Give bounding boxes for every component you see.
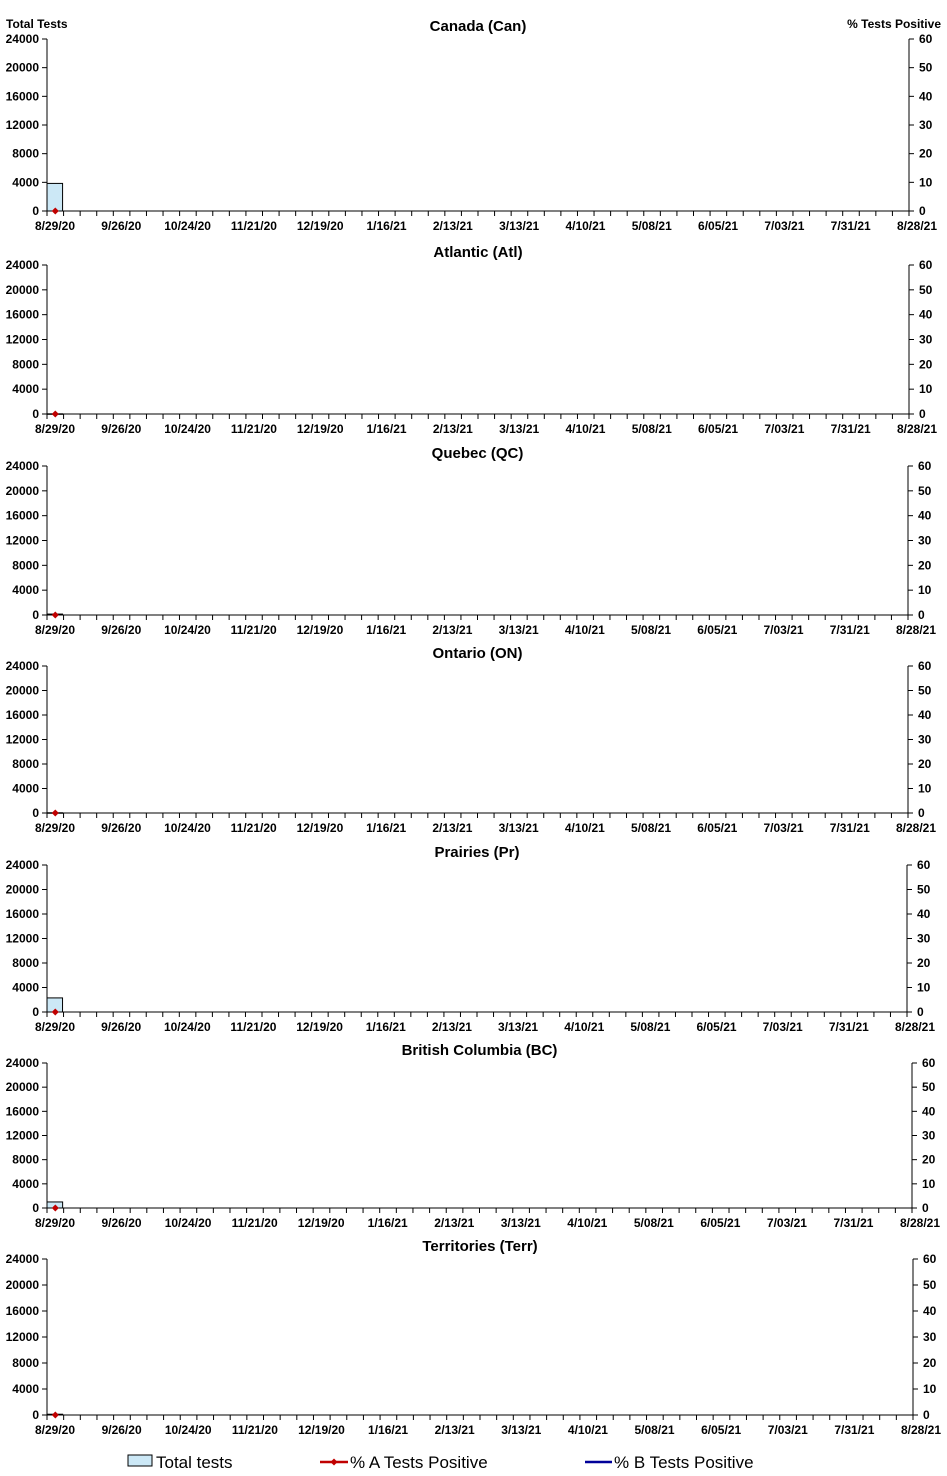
x-tick-label: 7/31/21 <box>834 1423 875 1437</box>
left-y-tick-label: 4000 <box>12 382 39 397</box>
left-y-tick-label: 20000 <box>5 1080 39 1095</box>
right-y-tick-label: 10 <box>919 382 933 397</box>
x-tick-label: 9/26/20 <box>101 821 142 835</box>
x-tick-label: 9/26/20 <box>101 1216 142 1230</box>
x-tick-label: 6/05/21 <box>700 1216 741 1230</box>
right-y-tick-label: 40 <box>922 1104 936 1119</box>
right-y-tick-label: 40 <box>918 708 932 722</box>
right-y-tick-label: 30 <box>919 118 933 132</box>
left-y-tick-label: 8000 <box>12 357 39 372</box>
right-y-tick-label: 40 <box>919 89 933 104</box>
left-y-tick-label: 12000 <box>5 332 39 347</box>
x-tick-label: 8/29/20 <box>34 422 76 436</box>
x-tick-label: 12/19/20 <box>296 821 344 835</box>
left-y-tick-label: 24000 <box>5 459 39 473</box>
x-tick-label: 3/13/21 <box>499 422 540 436</box>
legend-swatch-total-tests <box>128 1455 152 1466</box>
left-y-tick-label: 12000 <box>5 732 39 747</box>
x-tick-label: 8/28/21 <box>894 1020 936 1034</box>
right-y-tick-label: 50 <box>918 683 932 698</box>
chart-panel-7 <box>6 1238 942 1437</box>
left-y-tick-label: 20000 <box>5 483 39 498</box>
x-tick-label: 4/10/21 <box>565 219 606 233</box>
x-tick-label: 4/10/21 <box>567 1216 608 1230</box>
x-tick-label: 8/29/20 <box>34 623 76 637</box>
x-tick-label: 11/21/20 <box>231 1216 278 1230</box>
left-y-tick-label: 8000 <box>12 146 39 161</box>
right-y-tick-label: 20 <box>919 146 933 161</box>
left-y-tick-label: 16000 <box>5 89 39 104</box>
x-tick-label: 7/03/21 <box>763 821 804 835</box>
right-y-tick-label: 50 <box>918 483 932 498</box>
x-tick-label: 6/05/21 <box>696 1020 737 1034</box>
right-y-tick-label: 30 <box>919 332 933 347</box>
chart-panel-4 <box>6 645 937 835</box>
right-y-tick-label: 30 <box>918 732 932 747</box>
point-pct-a-positive <box>52 809 59 816</box>
x-tick-label: 9/26/20 <box>101 1423 142 1437</box>
x-tick-label: 6/05/21 <box>697 623 738 637</box>
left-y-tick-label: 0 <box>32 204 39 218</box>
x-tick-label: 5/08/21 <box>631 422 672 436</box>
x-tick-label: 9/26/20 <box>101 422 142 436</box>
x-tick-label: 3/13/21 <box>498 1020 539 1034</box>
right-y-tick-label: 10 <box>918 781 932 796</box>
legend-label-pct-a: % A Tests Positive <box>350 1453 488 1472</box>
x-tick-label: 2/13/21 <box>432 422 473 436</box>
x-tick-label: 4/10/21 <box>564 821 605 835</box>
left-y-tick-label: 4000 <box>12 1176 39 1191</box>
x-tick-label: 3/13/21 <box>499 219 540 233</box>
left-y-tick-label: 16000 <box>5 1104 39 1119</box>
chart-title: Prairies (Pr) <box>434 844 520 861</box>
x-tick-label: 1/16/21 <box>365 1020 406 1034</box>
left-y-tick-label: 20000 <box>5 1278 39 1292</box>
chart-title: Territories (Terr) <box>422 1238 538 1255</box>
left-y-tick-label: 0 <box>32 806 39 820</box>
right-y-tick-label: 50 <box>917 882 931 897</box>
x-tick-label: 7/03/21 <box>762 1020 803 1034</box>
right-y-tick-label: 30 <box>917 931 931 946</box>
x-tick-label: 2/13/21 <box>434 1423 475 1437</box>
left-y-tick-label: 20000 <box>5 683 39 698</box>
right-y-tick-label: 50 <box>919 282 933 297</box>
right-y-tick-label: 20 <box>917 956 931 970</box>
x-tick-label: 1/16/21 <box>366 821 407 835</box>
left-y-tick-label: 12000 <box>5 931 39 946</box>
x-tick-label: 3/13/21 <box>498 623 539 637</box>
right-y-tick-label: 0 <box>922 1201 929 1215</box>
x-tick-label: 4/10/21 <box>564 1020 605 1034</box>
x-tick-label: 8/28/21 <box>899 1216 941 1230</box>
x-tick-label: 7/31/21 <box>828 1020 869 1034</box>
chart-panel-6 <box>6 1042 941 1230</box>
x-tick-label: 8/28/21 <box>895 821 937 835</box>
right-y-tick-label: 20 <box>918 558 932 573</box>
x-tick-label: 10/24/20 <box>164 821 211 835</box>
x-tick-label: 2/13/21 <box>432 623 473 637</box>
right-y-tick-label: 10 <box>917 980 931 995</box>
x-tick-label: 8/28/21 <box>895 623 937 637</box>
x-tick-label: 1/16/21 <box>366 422 407 436</box>
x-tick-label: 12/19/20 <box>296 219 344 233</box>
left-y-tick-label: 8000 <box>12 1356 39 1370</box>
right-y-tick-label: 60 <box>919 258 933 272</box>
x-tick-label: 11/21/20 <box>230 821 277 835</box>
x-tick-label: 7/31/21 <box>829 821 870 835</box>
x-tick-label: 8/28/21 <box>900 1423 942 1437</box>
x-tick-label: 12/19/20 <box>298 1423 345 1437</box>
x-tick-label: 11/21/20 <box>230 422 277 436</box>
right-y-tick-label: 10 <box>923 1382 937 1396</box>
right-y-tick-label: 60 <box>923 1252 937 1266</box>
chart-panel-2 <box>6 244 938 436</box>
left-y-tick-label: 12000 <box>5 118 39 132</box>
x-tick-label: 6/05/21 <box>698 422 739 436</box>
x-tick-label: 8/28/21 <box>896 219 938 233</box>
left-y-tick-label: 16000 <box>5 307 39 322</box>
left-y-tick-label: 0 <box>32 1408 39 1422</box>
right-y-tick-label: 50 <box>919 60 933 75</box>
left-y-tick-label: 4000 <box>12 175 39 190</box>
point-pct-a-positive <box>52 1411 59 1418</box>
right-axis-label: % Tests Positive <box>847 17 941 31</box>
left-y-tick-label: 4000 <box>12 583 39 598</box>
x-tick-label: 8/29/20 <box>34 219 76 233</box>
x-tick-label: 1/16/21 <box>366 219 407 233</box>
left-y-tick-label: 4000 <box>12 1382 39 1396</box>
right-y-tick-label: 0 <box>917 1005 924 1019</box>
x-tick-label: 7/31/21 <box>829 623 870 637</box>
left-y-tick-label: 8000 <box>12 1152 39 1167</box>
legend-marker-pct-a <box>330 1458 337 1465</box>
x-tick-label: 9/26/20 <box>101 623 142 637</box>
bar-total-tests <box>47 183 63 211</box>
x-tick-label: 10/24/20 <box>164 623 211 637</box>
x-tick-label: 1/16/21 <box>366 623 407 637</box>
left-y-tick-label: 24000 <box>5 258 39 272</box>
x-tick-label: 7/03/21 <box>763 623 804 637</box>
right-y-tick-label: 60 <box>917 858 931 872</box>
left-y-tick-label: 16000 <box>5 708 39 722</box>
right-y-tick-label: 30 <box>923 1330 937 1344</box>
x-tick-label: 8/28/21 <box>896 422 938 436</box>
x-tick-label: 4/10/21 <box>567 1423 608 1437</box>
x-tick-label: 8/29/20 <box>34 1423 76 1437</box>
right-y-tick-label: 40 <box>917 907 931 921</box>
x-tick-label: 5/08/21 <box>633 1216 674 1230</box>
left-y-tick-label: 20000 <box>5 60 39 75</box>
left-y-tick-label: 12000 <box>5 533 39 548</box>
left-y-tick-label: 20000 <box>5 282 39 297</box>
x-tick-label: 1/16/21 <box>367 1216 408 1230</box>
x-tick-label: 5/08/21 <box>631 623 672 637</box>
right-y-tick-label: 40 <box>923 1304 937 1318</box>
right-y-tick-label: 0 <box>919 204 926 218</box>
x-tick-label: 11/21/20 <box>230 219 277 233</box>
x-tick-label: 4/10/21 <box>564 623 605 637</box>
left-y-tick-label: 24000 <box>5 1056 39 1070</box>
x-tick-label: 2/13/21 <box>432 219 473 233</box>
x-tick-label: 7/31/21 <box>830 422 871 436</box>
left-y-tick-label: 0 <box>32 608 39 622</box>
chart-title: Quebec (QC) <box>431 445 524 462</box>
point-pct-a-positive <box>52 410 59 417</box>
left-y-tick-label: 16000 <box>5 508 39 523</box>
chart-title: Canada (Can) <box>429 18 527 35</box>
x-tick-label: 7/03/21 <box>766 1216 807 1230</box>
left-axis-label: Total Tests <box>6 17 68 31</box>
chart-panel-3 <box>6 445 937 637</box>
left-y-tick-label: 24000 <box>5 1252 39 1266</box>
x-tick-label: 10/24/20 <box>163 1020 211 1034</box>
x-tick-label: 12/19/20 <box>297 1216 345 1230</box>
left-y-tick-label: 12000 <box>5 1128 39 1143</box>
right-y-tick-label: 50 <box>922 1080 936 1095</box>
left-y-tick-label: 8000 <box>12 558 39 573</box>
x-tick-label: 8/29/20 <box>34 1216 76 1230</box>
x-tick-label: 11/21/20 <box>231 1423 278 1437</box>
right-y-tick-label: 20 <box>919 357 933 372</box>
right-y-tick-label: 40 <box>918 508 932 523</box>
right-y-tick-label: 0 <box>923 1408 930 1422</box>
x-tick-label: 7/03/21 <box>764 219 805 233</box>
x-tick-label: 5/08/21 <box>631 219 672 233</box>
right-y-tick-label: 0 <box>918 806 925 820</box>
right-y-tick-label: 0 <box>919 407 926 421</box>
chart-panel-5 <box>6 844 936 1034</box>
right-y-tick-label: 50 <box>923 1278 937 1292</box>
x-tick-label: 8/29/20 <box>34 1020 76 1034</box>
x-tick-label: 10/24/20 <box>164 422 211 436</box>
x-tick-label: 6/05/21 <box>697 821 738 835</box>
x-tick-label: 2/13/21 <box>431 1020 472 1034</box>
chart-panel-1 <box>6 17 942 233</box>
legend <box>128 1453 754 1472</box>
left-y-tick-label: 0 <box>32 1005 39 1019</box>
x-tick-label: 9/26/20 <box>101 1020 142 1034</box>
x-tick-label: 7/31/21 <box>830 219 871 233</box>
chart-title: British Columbia (BC) <box>401 1042 558 1059</box>
right-y-tick-label: 20 <box>922 1152 936 1167</box>
x-tick-label: 2/13/21 <box>434 1216 475 1230</box>
x-tick-label: 10/24/20 <box>164 1216 212 1230</box>
left-y-tick-label: 16000 <box>5 907 39 921</box>
left-y-tick-label: 16000 <box>5 1304 39 1318</box>
x-tick-label: 2/13/21 <box>432 821 473 835</box>
x-tick-label: 10/24/20 <box>164 219 211 233</box>
x-tick-label: 4/10/21 <box>565 422 606 436</box>
point-pct-a-positive <box>52 611 59 618</box>
x-tick-label: 7/03/21 <box>767 1423 808 1437</box>
left-y-tick-label: 20000 <box>5 882 39 897</box>
right-y-tick-label: 60 <box>922 1056 936 1070</box>
chart-title: Atlantic (Atl) <box>433 244 523 261</box>
right-y-tick-label: 20 <box>923 1356 937 1370</box>
legend-label-total-tests: Total tests <box>156 1453 233 1472</box>
right-y-tick-label: 60 <box>918 459 932 473</box>
x-tick-label: 9/26/20 <box>101 219 142 233</box>
right-y-tick-label: 10 <box>918 583 932 598</box>
x-tick-label: 3/13/21 <box>498 821 539 835</box>
right-y-tick-label: 10 <box>922 1176 936 1191</box>
left-y-tick-label: 12000 <box>5 1330 39 1344</box>
chart-title: Ontario (ON) <box>432 645 523 662</box>
x-tick-label: 5/08/21 <box>630 1020 671 1034</box>
legend-label-pct-b: % B Tests Positive <box>614 1453 754 1472</box>
left-y-tick-label: 24000 <box>5 858 39 872</box>
x-tick-label: 12/19/20 <box>296 1020 343 1034</box>
right-y-tick-label: 30 <box>922 1128 936 1143</box>
right-y-tick-label: 40 <box>919 307 933 322</box>
x-tick-label: 7/03/21 <box>764 422 805 436</box>
left-y-tick-label: 8000 <box>12 757 39 771</box>
right-y-tick-label: 10 <box>919 175 933 190</box>
left-y-tick-label: 4000 <box>12 781 39 796</box>
x-tick-label: 6/05/21 <box>698 219 739 233</box>
x-tick-label: 5/08/21 <box>634 1423 675 1437</box>
left-y-tick-label: 24000 <box>5 32 39 46</box>
left-y-tick-label: 0 <box>32 1201 39 1215</box>
left-y-tick-label: 4000 <box>12 980 39 995</box>
x-tick-label: 10/24/20 <box>164 1423 212 1437</box>
right-y-tick-label: 60 <box>919 32 933 46</box>
x-tick-label: 5/08/21 <box>631 821 672 835</box>
left-y-tick-label: 8000 <box>12 956 39 970</box>
x-tick-label: 11/21/20 <box>230 1020 277 1034</box>
x-tick-label: 3/13/21 <box>501 1423 542 1437</box>
x-tick-label: 11/21/20 <box>230 623 277 637</box>
right-y-tick-label: 30 <box>918 533 932 548</box>
left-y-tick-label: 0 <box>32 407 39 421</box>
x-tick-label: 6/05/21 <box>701 1423 742 1437</box>
right-y-tick-label: 60 <box>918 659 932 673</box>
right-y-tick-label: 0 <box>918 608 925 622</box>
x-tick-label: 1/16/21 <box>368 1423 409 1437</box>
x-tick-label: 12/19/20 <box>296 623 344 637</box>
left-y-tick-label: 24000 <box>5 659 39 673</box>
x-tick-label: 7/31/21 <box>833 1216 874 1230</box>
x-tick-label: 3/13/21 <box>500 1216 541 1230</box>
x-tick-label: 8/29/20 <box>34 821 76 835</box>
right-y-tick-label: 20 <box>918 757 932 771</box>
x-tick-label: 12/19/20 <box>296 422 344 436</box>
